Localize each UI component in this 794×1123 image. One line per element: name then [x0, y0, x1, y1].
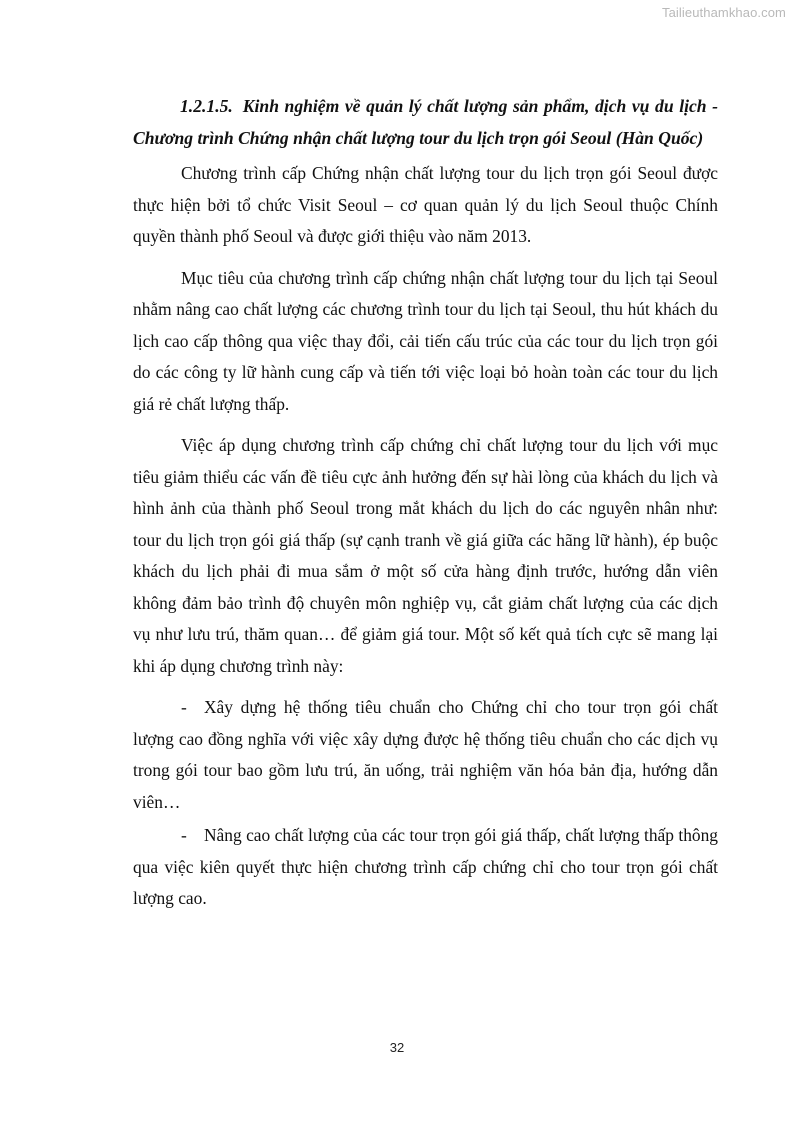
section-number: 1.2.1.5.	[180, 96, 233, 116]
paragraph-intro: Chương trình cấp Chứng nhận chất lượng tour du lịch trọn gói Seoul được thực hiện bởi tổ chức Visit Seoul – cơ quan quản lý du lịch Seoul thuộc Chính quyền thành phố Seoul và được giới thiệu vào năm 2013.	[133, 163, 718, 246]
bullet-text: Xây dựng hệ thống tiêu chuẩn cho Chứng chỉ cho tour trọn gói chất lượng cao đồng nghĩa với việc xây dựng được hệ thống tiêu chuẩn cho các dịch vụ trong gói tour bao gồm lưu trú, ăn uống, trải nghiệm văn hóa bản địa, hướng dẫn viên…	[133, 697, 718, 812]
watermark: Tailieuthamkhao.com	[661, 5, 786, 20]
bullet-text: Nâng cao chất lượng của các tour trọn gói giá thấp, chất lượng thấp thông qua việc kiên quyết thực hiện chương trình cấp chứng chỉ cho tour trọn gói chất lượng cao.	[133, 825, 718, 908]
bullet-item	[133, 820, 718, 915]
bullet-dash: -	[181, 825, 187, 845]
page-number: 32	[389, 1040, 405, 1055]
section-title: Kinh nghiệm về quản lý chất lượng sản phẩm, dịch vụ du lịch - Chương trình Chứng nhận chất lượng tour du lịch trọn gói Seoul (Hàn Quốc)	[133, 96, 718, 148]
document-body	[133, 91, 718, 917]
section-heading	[133, 91, 718, 154]
paragraph-application: Việc áp dụng chương trình cấp chứng chỉ chất lượng tour du lịch với mục tiêu giảm thiểu các vấn đề tiêu cực ảnh hưởng đến sự hài lòng của khách du lịch và hình ảnh của thành phố Seoul trong mắt khách du lịch do các nguyên nhân như: tour du lịch trọn gói giá thấp (sự cạnh tranh về giá giữa các hãng lữ hành), ép buộc khách du lịch phải đi mua sắm ở một số cửa hàng định trước, hướng dẫn viên không đảm bảo trình độ chuyên môn nghiệp vụ, cắt giảm chất lượng của các dịch vụ như lưu trú, thăm quan… để giảm giá tour. Một số kết quả tích cực sẽ mang lại khi áp dụng chương trình này:	[133, 435, 718, 676]
bullet-dash: -	[181, 697, 187, 717]
bullet-item	[133, 692, 718, 818]
paragraph-objective: Mục tiêu của chương trình cấp chứng nhận chất lượng tour du lịch tại Seoul nhằm nâng cao chất lượng các chương trình tour du lịch tại Seoul, thu hút khách du lịch cao cấp thông qua việc thay đổi, cải tiến cấu trúc của các tour du lịch trọn gói do các công ty lữ hành cung cấp và tiến tới việc loại bỏ hoàn toàn các tour du lịch giá rẻ chất lượng thấp.	[133, 267, 718, 414]
